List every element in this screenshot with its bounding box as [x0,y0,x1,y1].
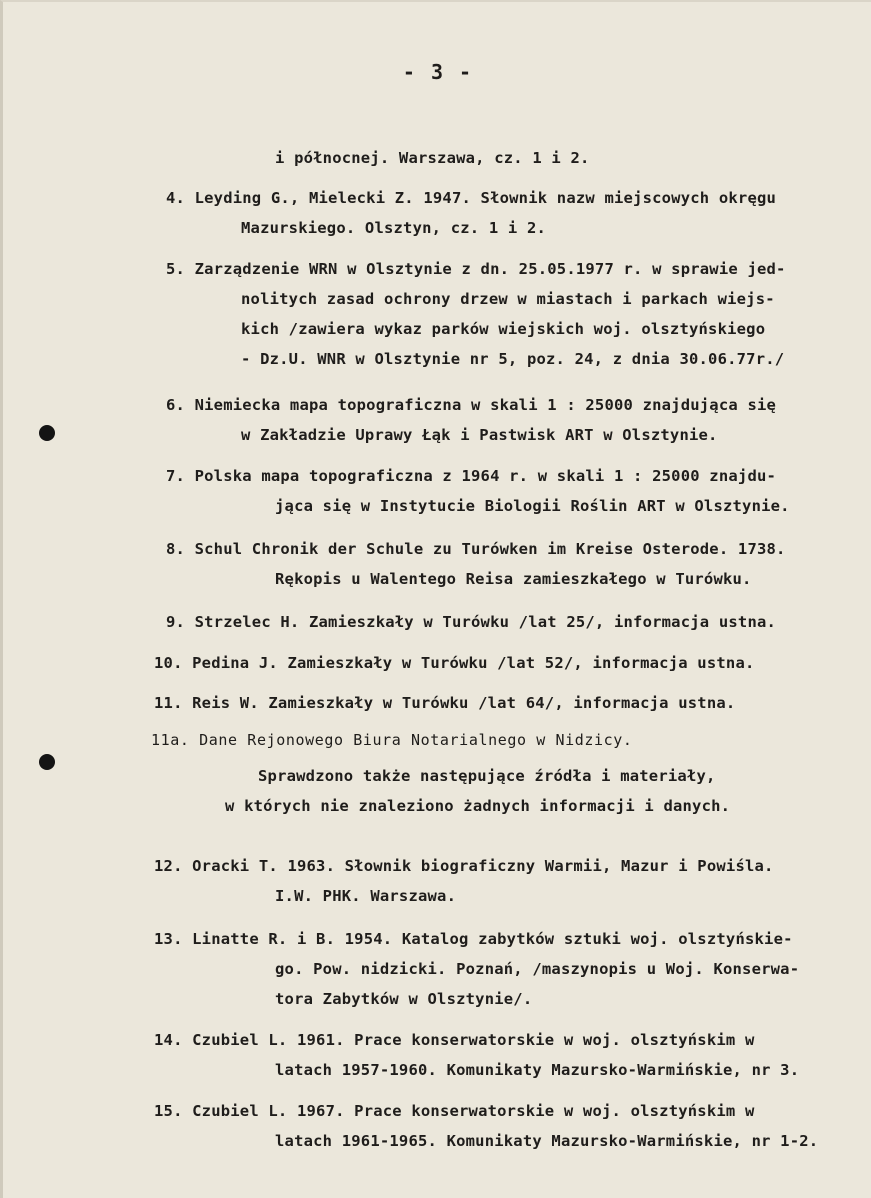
text-line: tora Zabytków w Olsztynie/. [275,990,533,1008]
text-line: 13. Linatte R. i B. 1954. Katalog zabytków sztuki woj. olsztyńskie- [154,930,793,948]
text-line: Sprawdzono także następujące źródła i materiały, [258,767,716,785]
text-line: Rękopis u Walentego Reisa zamieszkałego w Turówku. [275,570,752,588]
text-line: w Zakładzie Uprawy Łąk i Pastwisk ART w Olsztynie. [241,426,718,444]
text-line: 6. Niemiecka mapa topograficzna w skali 1 : 25000 znajdująca się [166,396,777,414]
text-line: 15. Czubiel L. 1967. Prace konserwatorskie w woj. olsztyńskim w [154,1102,755,1120]
text-line: kich /zawiera wykaz parków wiejskich woj. olsztyńskiego [241,320,766,338]
page-number: - 3 - [402,60,474,84]
text-line: 14. Czubiel L. 1961. Prace konserwatorskie w woj. olsztyńskim w [154,1031,755,1049]
text-line: 7. Polska mapa topograficzna z 1964 r. w skali 1 : 25000 znajdu- [166,467,777,485]
punch-hole-bottom [39,754,55,770]
punch-hole-top [39,425,55,441]
text-line: - Dz.U. WNR w Olsztynie nr 5, poz. 24, z dnia 30.06.77r./ [241,350,785,368]
text-line: latach 1957-1960. Komunikaty Mazursko-Warmińskie, nr 3. [275,1061,800,1079]
text-line: 8. Schul Chronik der Schule zu Turówken im Kreise Osterode. 1738. [166,540,786,558]
text-line: 10. Pedina J. Zamieszkały w Turówku /lat 52/, informacja ustna. [154,654,755,672]
text-line: 5. Zarządzenie WRN w Olsztynie z dn. 25.05.1977 r. w sprawie jed- [166,260,786,278]
text-line: Mazurskiego. Olsztyn, cz. 1 i 2. [241,219,547,237]
text-line: go. Pow. nidzicki. Poznań, /maszynopis u Woj. Konserwa- [275,960,800,978]
text-line: i północnej. Warszawa, cz. 1 i 2. [275,149,590,167]
text-line: nolitych zasad ochrony drzew w miastach i parkach wiejs- [241,290,775,308]
text-line: 9. Strzelec H. Zamieszkały w Turówku /lat 25/, informacja ustna. [166,613,777,631]
text-line: w których nie znaleziono żadnych informacji i danych. [225,797,731,815]
text-line: 12. Oracki T. 1963. Słownik biograficzny Warmii, Mazur i Powiśla. [154,857,774,875]
text-line: I.W. PHK. Warszawa. [275,887,457,905]
text-line: jąca się w Instytucie Biologii Roślin ART w Olsztynie. [275,497,790,515]
text-line: latach 1961-1965. Komunikaty Mazursko-Warmińskie, nr 1-2. [275,1132,819,1150]
text-line: 11a. Dane Rejonowego Biura Notarialnego w Nidzicy. [151,731,633,749]
text-line: 4. Leyding G., Mielecki Z. 1947. Słownik nazw miejscowych okręgu [166,189,777,207]
text-line: 11. Reis W. Zamieszkały w Turówku /lat 64/, informacja ustna. [154,694,736,712]
